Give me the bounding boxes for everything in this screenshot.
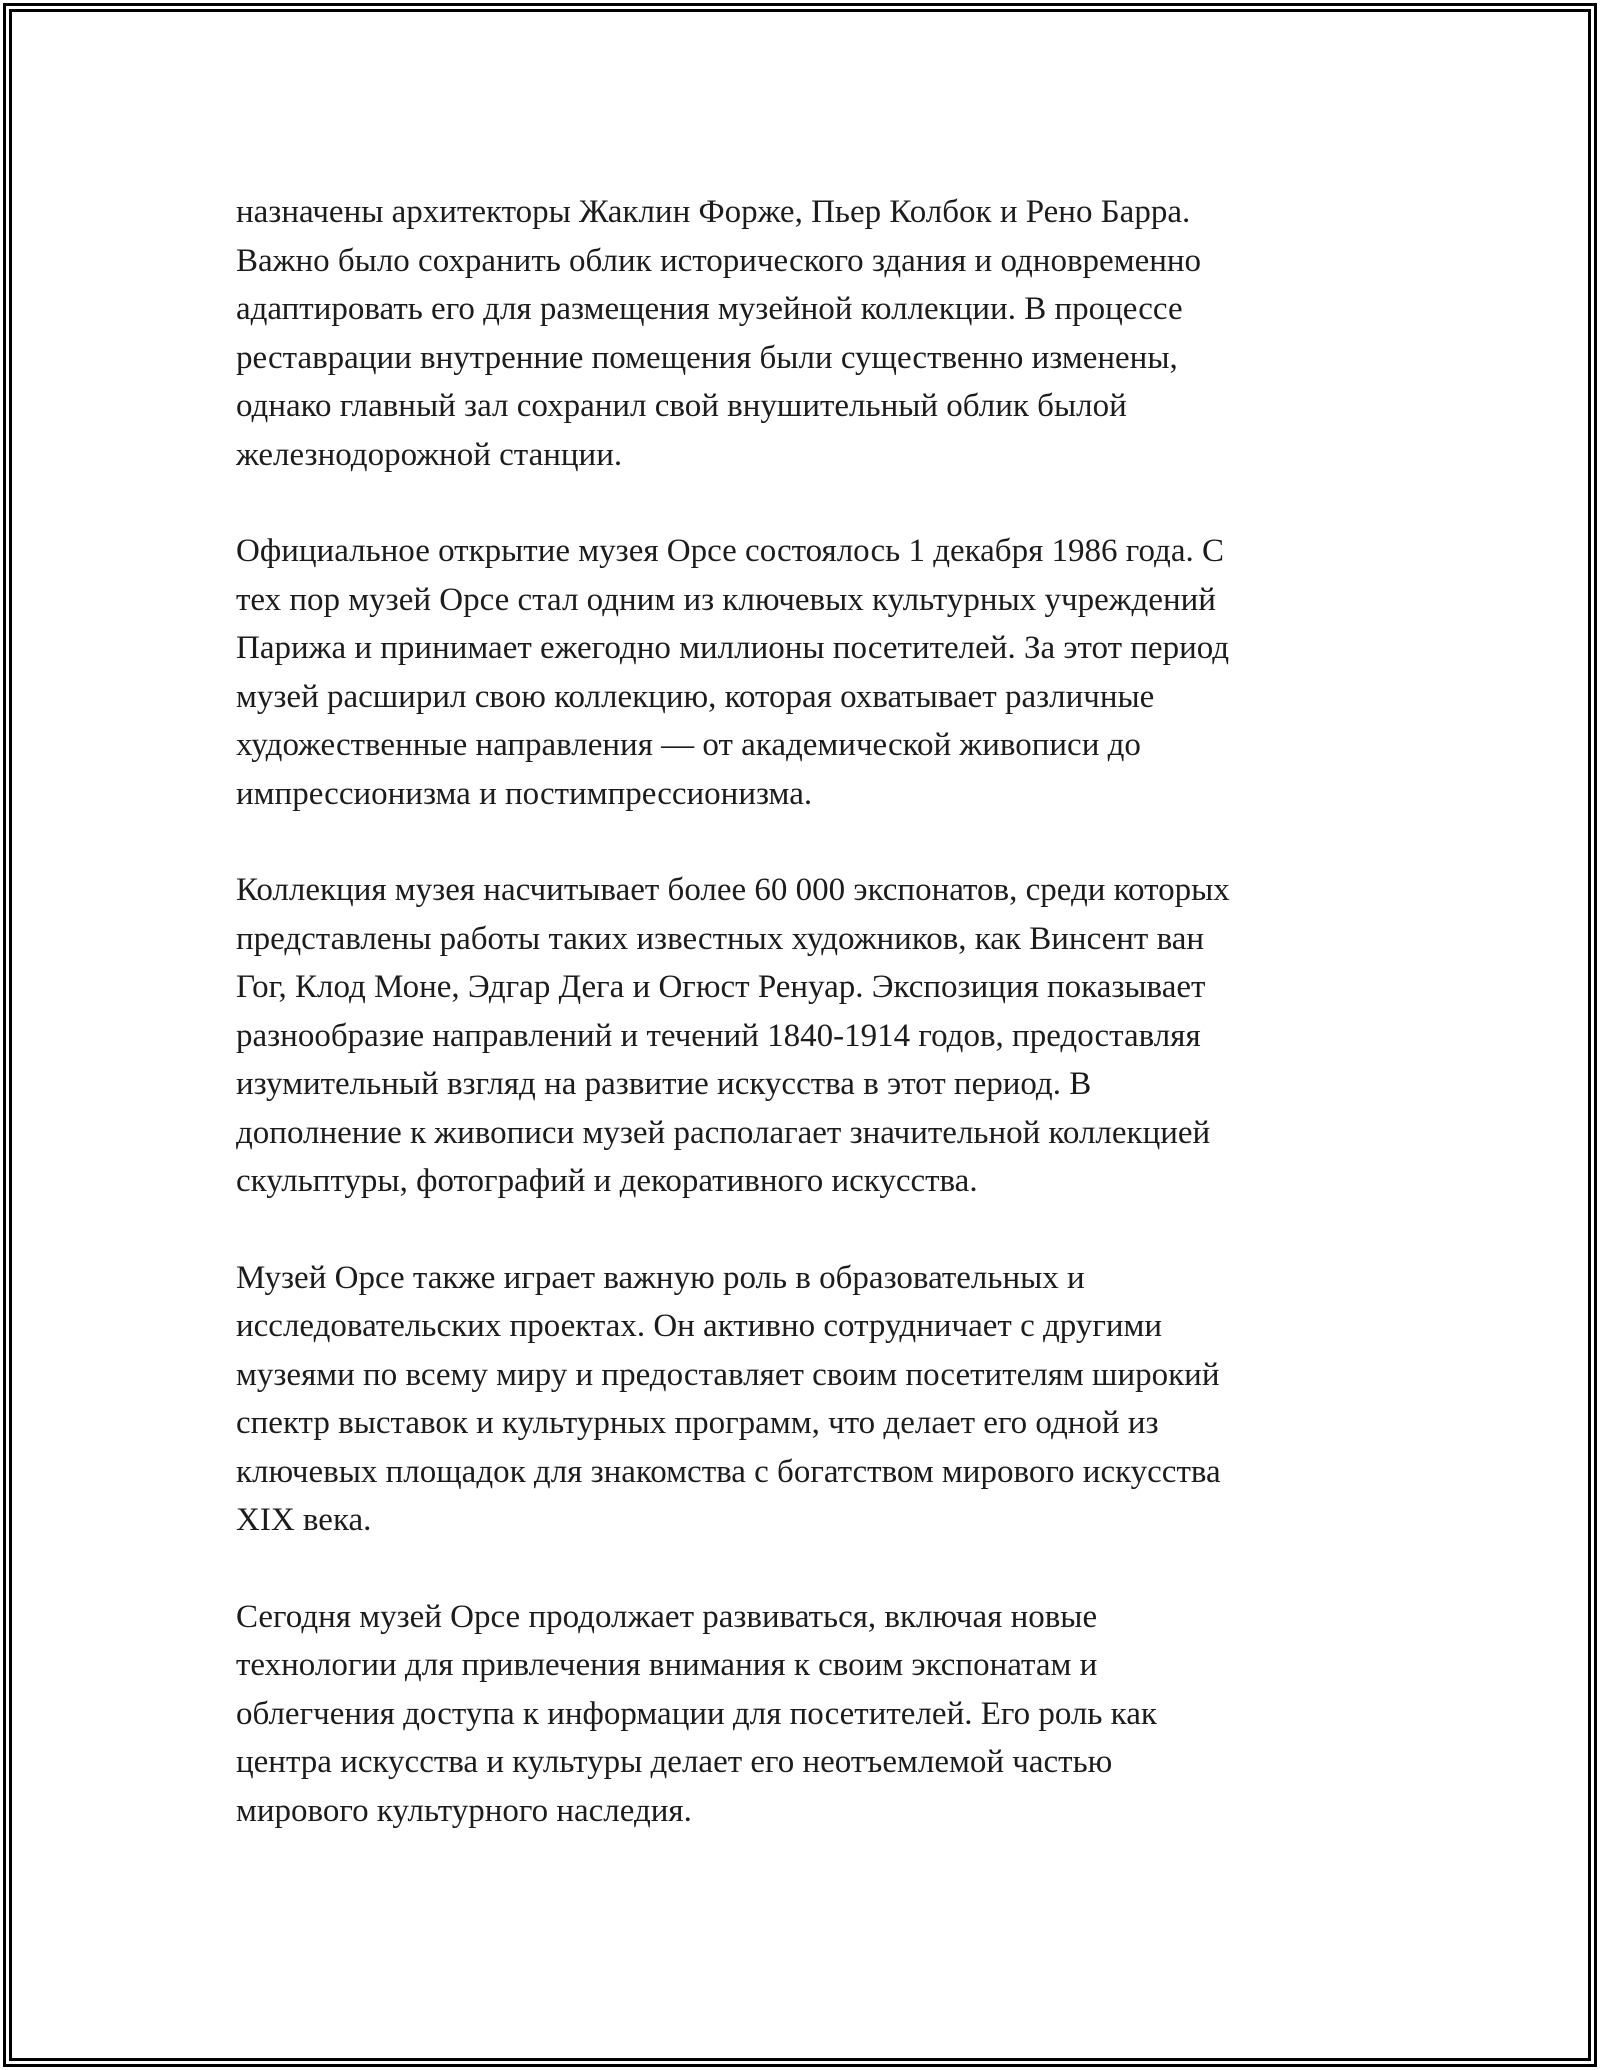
document-body — [236, 188, 1366, 1883]
paragraph-collection: Коллекция музея насчитывает более 60 000 экспонатов, среди которых представлены работы таких известных художников, как Винсент ван Гог, Клод Моне, Эдгар Дега и Огюст Ренуар. Экспозиция показывает разнообразие направлений и течений 1840-1914 годов, предоставляя изумительный взгляд на развитие искусства в этот период. В дополнение к живописи музей располагает значительной коллекцией скульптуры, фотографий и декоративного искусства. — [236, 872, 1230, 1199]
paragraph-architects: назначены архитекторы Жаклин Форже, Пьер Колбок и Рено Барра. Важно было сохранить облик исторического здания и одновременно адаптировать его для размещения музейной коллекции. В процессе реставрации внутренние помещения были существенно изменены, однако главный зал сохранил свой внушительный облик былой железнодорожной станции. — [236, 194, 1202, 473]
paragraph-opening: Официальное открытие музея Орсе состоялось 1 декабря 1986 года. С тех пор музей Орсе стал одним из ключевых культурных учреждений Парижа и принимает ежегодно миллионы посетителей. За этот период музей расширил свою коллекцию, которая охватывает различные художественные направления — от академической живописи до импрессионизма и постимпрессионизма. — [236, 533, 1230, 812]
paragraph-education: Музей Орсе также играет важную роль в образовательных и исследовательских проектах. Он активно сотрудничает с другими музеями по всему миру и предоставляет своим посетителям широкий спектр выставок и культурных программ, что делает его одной из ключевых площадок для знакомства с богатством мирового искусства XIX века. — [236, 1259, 1221, 1538]
paragraph-today: Сегодня музей Орсе продолжает развиваться, включая новые технологии для привлечения внимания к своим экспонатам и облегчения доступа к информации для посетителей. Его роль как центра искусства и культуры делает его неотъемлемой частью мирового культурного наследия. — [236, 1598, 1157, 1829]
